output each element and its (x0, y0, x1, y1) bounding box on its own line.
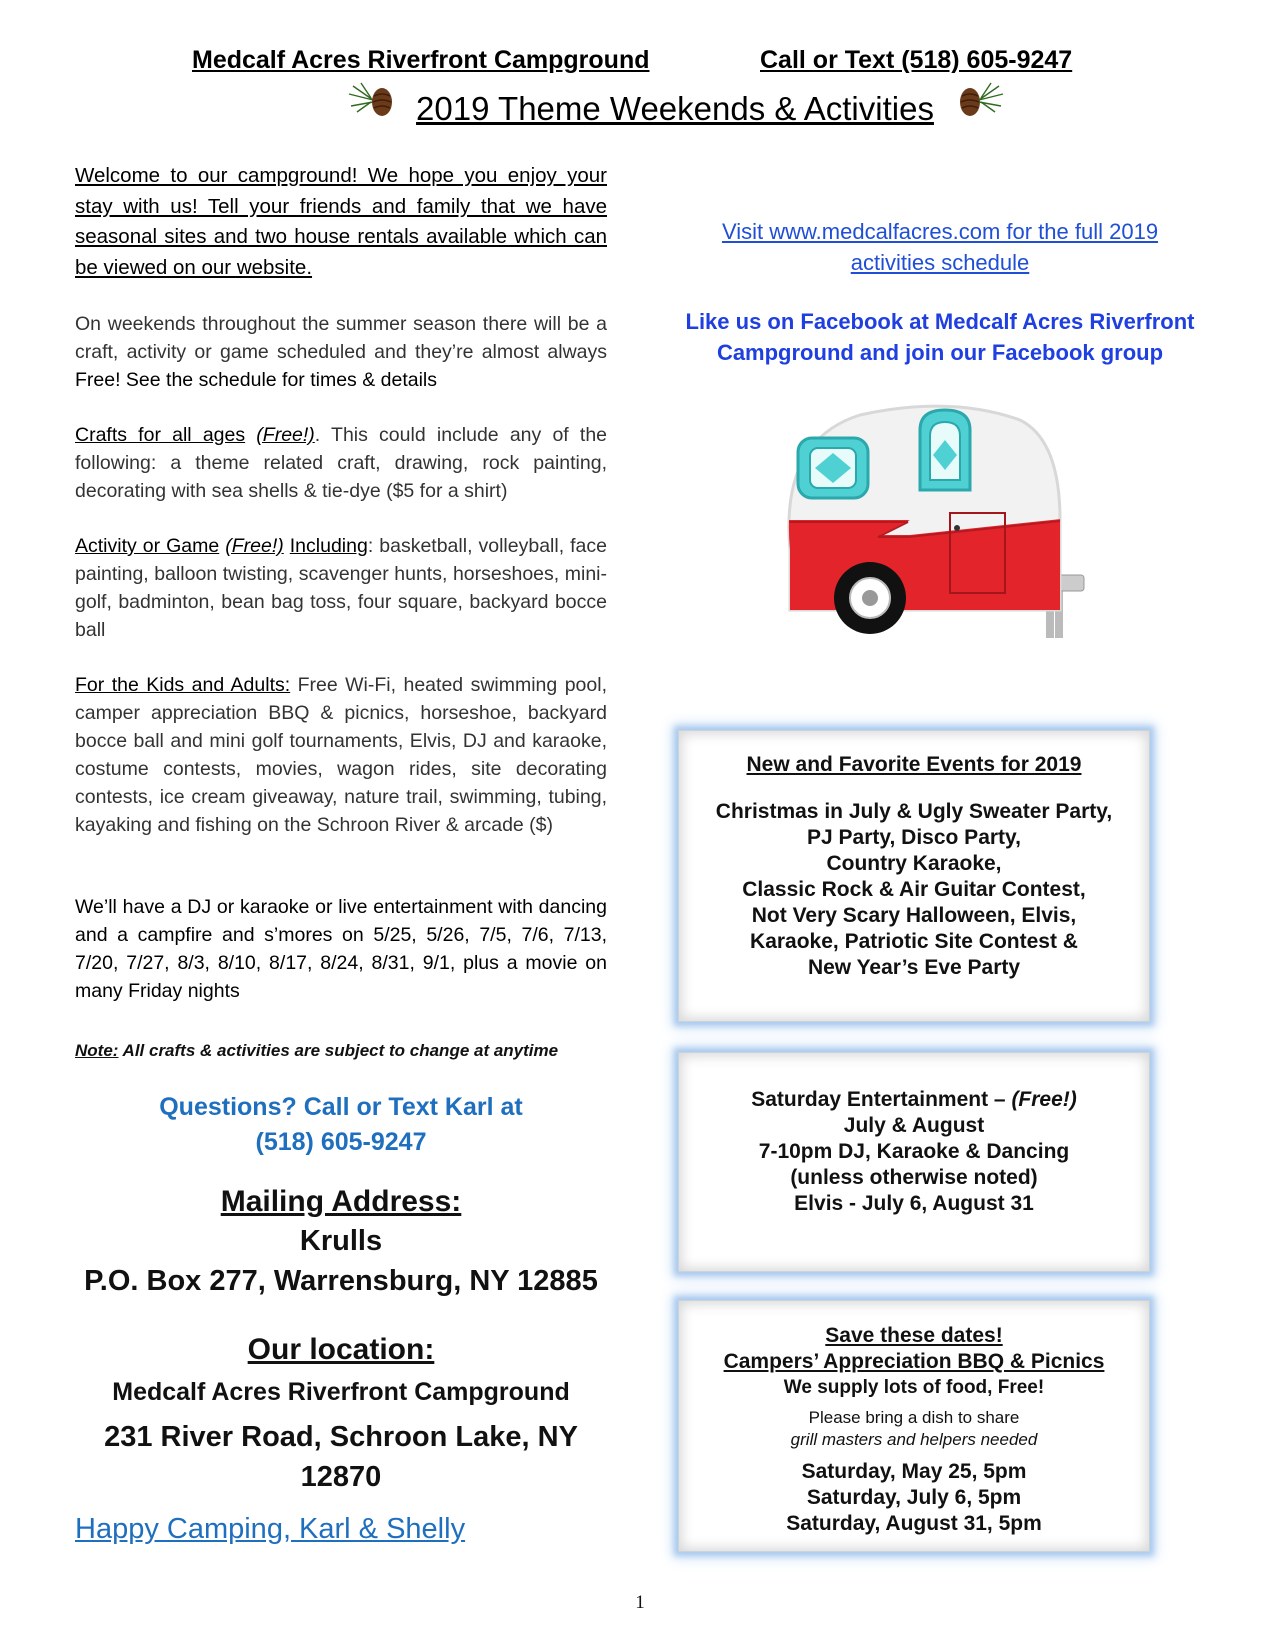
mailing-heading: Mailing Address: (220, 1185, 462, 1218)
bbq-date: Saturday, July 6, 5pm (806, 1486, 1022, 1509)
camper-trailer-icon (770, 400, 1120, 660)
events-list (679, 799, 1149, 981)
note-text: All crafts & activities are subject to change at anytime (118, 1041, 559, 1060)
saturday-entertainment-box (678, 1052, 1150, 1272)
save-dates-heading: Save these dates! (825, 1324, 1003, 1347)
questions-block (75, 1090, 607, 1160)
kids-label: For the Kids and Adults: (75, 674, 291, 696)
event-line: Karaoke, Patriotic Site Contest & (750, 930, 1078, 953)
crafts-label: Crafts for all ages (75, 424, 246, 446)
event-line: Not Very Scary Halloween, Elvis, (751, 904, 1077, 927)
weekends-bold: Free! See the schedule for times & details (75, 369, 438, 391)
campground-name: Medcalf Acres Riverfront Campground (192, 46, 650, 74)
questions-line: Questions? Call or Text Karl at (159, 1093, 523, 1121)
event-line: Country Karaoke, (826, 852, 1002, 875)
dj-paragraph: We’ll have a DJ or karaoke or live entertainment with dancing and a campfire and s’mores on 5/25, 5/26, 7/5, 7/6, 7/13, 7/20, 7/27, 8/3, 8/10, 8/17, 8/24, 8/31, 9/1, plus a movie on many Friday nights (75, 896, 607, 1002)
saturday-line: (unless otherwise noted) (790, 1166, 1038, 1189)
weekends-text: On weekends throughout the summer season there will be a craft, activity or game scheduled and they’re almost always (75, 313, 607, 363)
events-box (678, 730, 1150, 1022)
activity-including: Including (289, 535, 368, 557)
saturday-heading (679, 1087, 1149, 1113)
location-zip: 12870 (300, 1461, 382, 1493)
save-dates-box (678, 1300, 1150, 1552)
bbq-heading: Campers’ Appreciation BBQ & Picnics (723, 1350, 1105, 1373)
activity-paragraph (75, 532, 607, 644)
facebook-text (670, 306, 1210, 368)
bbq-date: Saturday, August 31, 5pm (786, 1512, 1042, 1535)
saturday-list (679, 1087, 1149, 1217)
event-line: New Year’s Eve Party (807, 956, 1021, 979)
bbq-dates (679, 1459, 1149, 1537)
mailing-name: Krulls (299, 1225, 383, 1257)
location-street: 231 River Road, Schroon Lake, NY (104, 1421, 578, 1453)
event-line: PJ Party, Disco Party, (807, 826, 1021, 849)
saturday-line: July & August (843, 1114, 985, 1137)
page-number: 1 (635, 1592, 645, 1613)
kids-text: Free Wi-Fi, heated swimming pool, camper appreciation BBQ & picnics, horseshoe, backyard bocce ball and mini golf tournaments, Elvis, DJ and karaoke, costume contests, movies, wagon rides, site decorating contests, ice cream giveaway, nature trail, swimming, tubing, kayaking and fishing on the Schroon River & arcade ($) (75, 674, 607, 836)
crafts-paragraph (75, 421, 607, 505)
bring-text: Please bring a dish to share (808, 1408, 1020, 1427)
crafts-free: (Free!) (256, 424, 315, 446)
location-heading: Our location: (247, 1333, 435, 1366)
website-line-1[interactable]: Visit www.medcalfacres.com for the full 2019 (721, 219, 1159, 244)
saturday-line: 7-10pm DJ, Karaoke & Dancing (758, 1140, 1070, 1163)
signoff-link[interactable]: Happy Camping, Karl & Shelly (75, 1513, 466, 1545)
location-name: Medcalf Acres Riverfront Campground (112, 1378, 570, 1406)
bbq-date: Saturday, May 25, 5pm (801, 1460, 1027, 1483)
page-title: 2019 Theme Weekends & Activities (416, 90, 934, 127)
activity-text: : basketball, volleyball, face painting, balloon twisting, scavenger hunts, horseshoes, mini-golf, badminton, bean bag toss, four square, backyard bocce ball (75, 535, 607, 641)
activity-free: (Free!) (225, 535, 284, 557)
welcome-text: Welcome to our campground! We hope you enjoy your stay with us! Tell your friends and family that we have seasonal sites and two house rentals available which can be viewed on our website. (75, 164, 607, 279)
supply-text: We supply lots of food, Free! (783, 1377, 1045, 1398)
activity-label: Activity or Game (75, 535, 220, 557)
saturday-line: Elvis - July 6, August 31 (794, 1192, 1034, 1215)
facebook-line-2: Campground and join our Facebook group (716, 340, 1164, 365)
event-line: Classic Rock & Air Guitar Contest, (742, 878, 1086, 901)
header-phone: Call or Text (518) 605-9247 (760, 46, 1073, 74)
note-label: Note: (75, 1041, 119, 1060)
facebook-line-1: Like us on Facebook at Medcalf Acres Riverfront (685, 309, 1195, 334)
event-line: Christmas in July & Ugly Sweater Party, (715, 800, 1113, 823)
grill-text: grill masters and helpers needed (790, 1430, 1038, 1449)
mailing-address: P.O. Box 277, Warrensburg, NY 12885 (84, 1265, 598, 1297)
kids-paragraph (75, 671, 607, 839)
saturday-heading-text: Saturday Entertainment – (751, 1088, 1012, 1111)
website-link[interactable] (670, 216, 1210, 278)
note (75, 1037, 607, 1065)
location-address (75, 1417, 607, 1497)
saturday-free: (Free!) (1011, 1088, 1077, 1111)
pinecone-icon (347, 80, 399, 122)
crafts-text: . This could include any of the following: a theme related craft, drawing, rock painting, decorating with sea shells & tie-dye ($5 for a shirt) (75, 424, 608, 502)
weekends-paragraph (75, 310, 607, 394)
events-heading: New and Favorite Events for 2019 (746, 753, 1082, 776)
questions-phone: (518) 605-9247 (255, 1128, 427, 1156)
website-line-2[interactable]: activities schedule (850, 250, 1030, 275)
pinecone-icon (953, 80, 1005, 122)
